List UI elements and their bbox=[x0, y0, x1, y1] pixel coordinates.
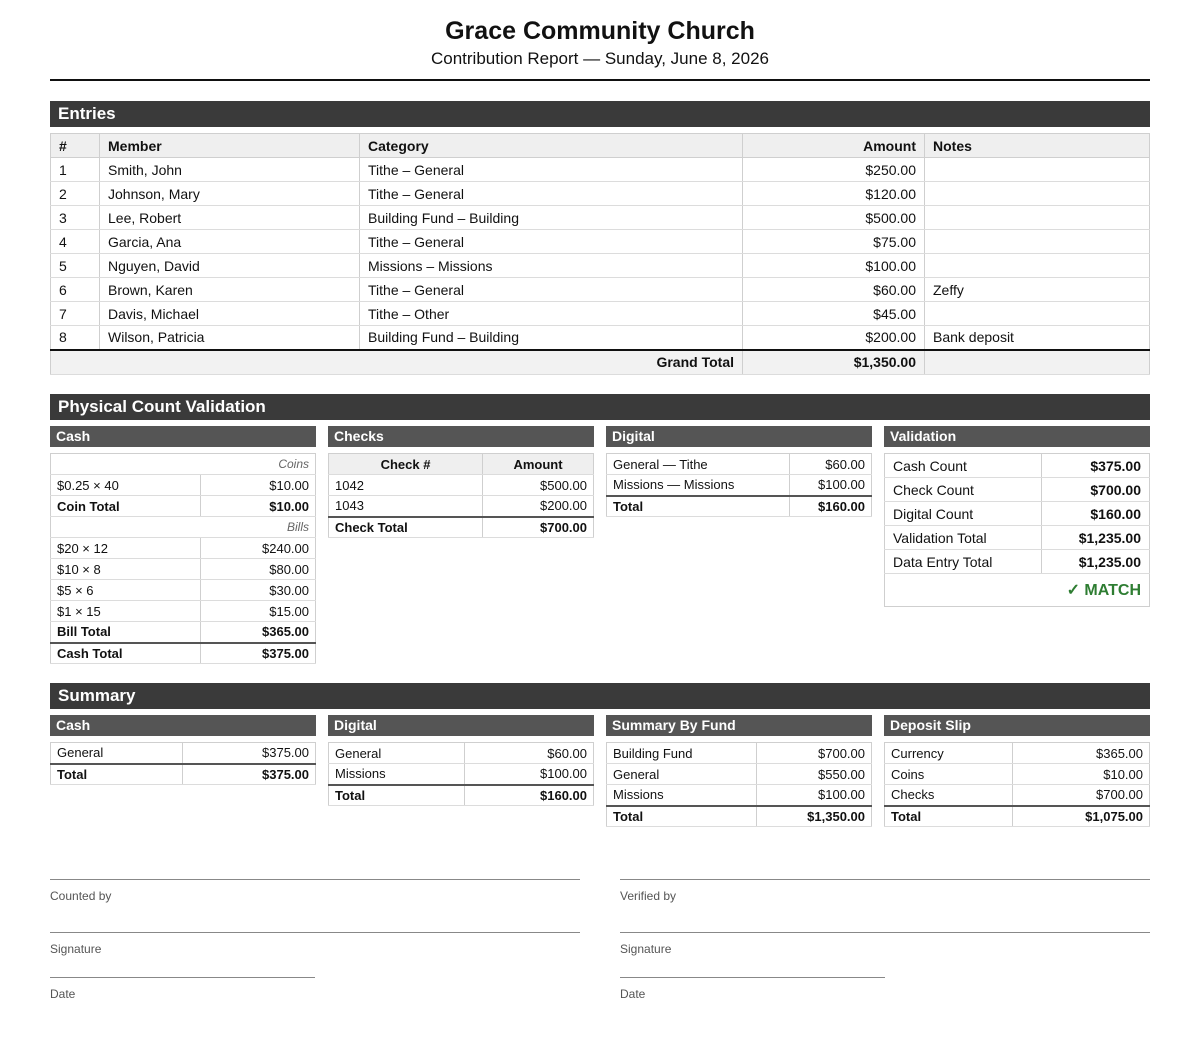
summary-section-title: Summary bbox=[50, 683, 1150, 709]
bill-total-label: Bill Total bbox=[51, 622, 201, 643]
entry-row bbox=[51, 254, 1150, 278]
col-check-amount: Amount bbox=[483, 454, 594, 475]
report-header bbox=[50, 0, 1150, 81]
summary-cash-row-total-label: Total bbox=[51, 764, 183, 785]
match-row bbox=[885, 574, 1150, 607]
checks-title: Checks bbox=[328, 426, 594, 447]
check-row-label: 1042 bbox=[329, 475, 483, 496]
entry-category: Missions – Missions bbox=[360, 254, 743, 278]
grand-total-row bbox=[51, 350, 1150, 375]
entry-amount: $60.00 bbox=[743, 278, 925, 302]
deposit-row-total-label: Total bbox=[885, 806, 1013, 827]
summary-digital-row-total-value: $160.00 bbox=[465, 785, 594, 806]
digital-row bbox=[607, 454, 872, 475]
entry-member: Garcia, Ana bbox=[100, 230, 360, 254]
col-check-number: Check # bbox=[329, 454, 483, 475]
summary-digital-panel bbox=[328, 715, 594, 827]
entry-notes bbox=[925, 302, 1150, 326]
summary-digital-table bbox=[328, 742, 594, 806]
checks-header-row bbox=[329, 454, 594, 475]
col-amount: Amount bbox=[743, 134, 925, 158]
entry-notes bbox=[925, 158, 1150, 182]
bill-row-label: $1 × 15 bbox=[51, 601, 201, 622]
cash-total-value: $375.00 bbox=[201, 643, 316, 664]
bill-row-value: $15.00 bbox=[201, 601, 316, 622]
grand-total-value: $1,350.00 bbox=[743, 350, 925, 375]
bill-row-value: $240.00 bbox=[201, 538, 316, 559]
validation-row-value: $375.00 bbox=[1042, 454, 1150, 478]
check-row bbox=[329, 496, 594, 517]
digital-row-label: Missions — Missions bbox=[607, 475, 790, 496]
entry-row bbox=[51, 326, 1150, 350]
entry-row bbox=[51, 182, 1150, 206]
validation-row bbox=[885, 478, 1150, 502]
col-number: # bbox=[51, 134, 100, 158]
entry-amount: $45.00 bbox=[743, 302, 925, 326]
entry-member: Nguyen, David bbox=[100, 254, 360, 278]
summary-by-fund-title: Summary By Fund bbox=[606, 715, 872, 736]
counted-by-block bbox=[50, 879, 580, 903]
digital-count-panel bbox=[606, 426, 872, 664]
check-row-value: $200.00 bbox=[483, 496, 594, 517]
entry-notes bbox=[925, 182, 1150, 206]
entries-section-title: Entries bbox=[50, 101, 1150, 127]
digital-row-value: $60.00 bbox=[790, 454, 872, 475]
fund-row-label: General bbox=[607, 764, 757, 785]
deposit-row-label: Coins bbox=[885, 764, 1013, 785]
coin-row bbox=[51, 475, 316, 496]
entry-amount: $120.00 bbox=[743, 182, 925, 206]
checks-panel bbox=[328, 426, 594, 664]
deposit-row-value: $700.00 bbox=[1013, 785, 1150, 806]
check-row-total-value: $700.00 bbox=[483, 517, 594, 538]
bill-row bbox=[51, 559, 316, 580]
entry-notes: Bank deposit bbox=[925, 326, 1150, 350]
verified-by-line[interactable] bbox=[620, 879, 1150, 880]
summary-digital-row bbox=[329, 764, 594, 785]
entry-category: Building Fund – Building bbox=[360, 326, 743, 350]
col-notes: Notes bbox=[925, 134, 1150, 158]
entry-row bbox=[51, 278, 1150, 302]
validation-panels bbox=[50, 426, 1150, 664]
summary-cash-row-total-value: $375.00 bbox=[183, 764, 316, 785]
entry-notes bbox=[925, 230, 1150, 254]
bill-total-row bbox=[51, 622, 316, 643]
cash-total-row bbox=[51, 643, 316, 664]
summary-cash-title: Cash bbox=[50, 715, 316, 736]
coin-total-row bbox=[51, 496, 316, 517]
validation-row-value: $1,235.00 bbox=[1042, 550, 1150, 574]
verified-signature-block bbox=[620, 932, 1150, 956]
coin-total-value: $10.00 bbox=[201, 496, 316, 517]
fund-row-total-value: $1,350.00 bbox=[757, 806, 872, 827]
coins-subheader-text: Coins bbox=[51, 454, 316, 475]
verified-signature-label: Signature bbox=[620, 942, 672, 956]
entries-header-row bbox=[51, 134, 1150, 158]
checks-table bbox=[328, 453, 594, 538]
entry-notes: Zeffy bbox=[925, 278, 1150, 302]
entries-table bbox=[50, 133, 1150, 375]
bills-subheader-text: Bills bbox=[51, 517, 316, 538]
validation-section-title: Physical Count Validation bbox=[50, 394, 1150, 420]
counted-date-label: Date bbox=[50, 987, 76, 1001]
verified-signature-line[interactable] bbox=[620, 932, 1150, 933]
entry-category: Tithe – General bbox=[360, 158, 743, 182]
summary-cash-row-label: General bbox=[51, 743, 183, 764]
entry-category: Tithe – General bbox=[360, 230, 743, 254]
deposit-row bbox=[885, 743, 1150, 764]
entry-amount: $75.00 bbox=[743, 230, 925, 254]
digital-count-title: Digital bbox=[606, 426, 872, 447]
bill-row bbox=[51, 601, 316, 622]
verified-by-label: Verified by bbox=[620, 889, 677, 903]
fund-row bbox=[607, 785, 872, 806]
counted-by-line[interactable] bbox=[50, 879, 580, 880]
deposit-row bbox=[885, 764, 1150, 785]
report-subtitle: Contribution Report — Sunday, June 8, 2026 bbox=[430, 49, 769, 68]
bill-row-label: $10 × 8 bbox=[51, 559, 201, 580]
verified-date-line[interactable] bbox=[620, 977, 885, 978]
deposit-row-label: Checks bbox=[885, 785, 1013, 806]
digital-row-total-label: Total bbox=[607, 496, 790, 517]
deposit-slip-table bbox=[884, 742, 1150, 827]
entry-member: Lee, Robert bbox=[100, 206, 360, 230]
validation-row bbox=[885, 550, 1150, 574]
summary-cash-row-total-row bbox=[51, 764, 316, 785]
validation-row-label: Check Count bbox=[885, 478, 1042, 502]
verified-date-label: Date bbox=[620, 987, 646, 1001]
entry-number: 7 bbox=[51, 302, 100, 326]
verified-by-block bbox=[620, 879, 1150, 903]
counted-signature-label: Signature bbox=[50, 942, 102, 956]
validation-row bbox=[885, 526, 1150, 550]
summary-cash-panel bbox=[50, 715, 316, 827]
cash-count-table bbox=[50, 453, 316, 664]
deposit-row-label: Currency bbox=[885, 743, 1013, 764]
fund-row-label: Building Fund bbox=[607, 743, 757, 764]
entry-amount: $250.00 bbox=[743, 158, 925, 182]
validation-row bbox=[885, 454, 1150, 478]
deposit-row-total-row bbox=[885, 806, 1150, 827]
check-row-total-row bbox=[329, 517, 594, 538]
summary-by-fund-table bbox=[606, 742, 872, 827]
cash-count-panel bbox=[50, 426, 316, 664]
fund-row bbox=[607, 764, 872, 785]
check-row-total-label: Check Total bbox=[329, 517, 483, 538]
entry-row bbox=[51, 230, 1150, 254]
grand-total-notes bbox=[925, 350, 1150, 375]
entry-number: 8 bbox=[51, 326, 100, 350]
church-name: Grace Community Church bbox=[445, 17, 755, 45]
validation-panel bbox=[884, 426, 1150, 664]
fund-row-total-label: Total bbox=[607, 806, 757, 827]
grand-total-label: Grand Total bbox=[51, 350, 743, 375]
col-category: Category bbox=[360, 134, 743, 158]
summary-by-fund-panel bbox=[606, 715, 872, 827]
coin-total-label: Coin Total bbox=[51, 496, 201, 517]
cash-count-title: Cash bbox=[50, 426, 316, 447]
summary-digital-row bbox=[329, 743, 594, 764]
entry-member: Johnson, Mary bbox=[100, 182, 360, 206]
check-row bbox=[329, 475, 594, 496]
entry-category: Tithe – General bbox=[360, 278, 743, 302]
summary-digital-row-total-label: Total bbox=[329, 785, 465, 806]
fund-row-label: Missions bbox=[607, 785, 757, 806]
entry-member: Wilson, Patricia bbox=[100, 326, 360, 350]
validation-title: Validation bbox=[884, 426, 1150, 447]
entry-category: Tithe – Other bbox=[360, 302, 743, 326]
entry-category: Tithe – General bbox=[360, 182, 743, 206]
summary-digital-row-total-row bbox=[329, 785, 594, 806]
deposit-row-value: $10.00 bbox=[1013, 764, 1150, 785]
summary-digital-row-value: $100.00 bbox=[465, 764, 594, 785]
entry-number: 1 bbox=[51, 158, 100, 182]
validation-row-label: Digital Count bbox=[885, 502, 1042, 526]
summary-digital-row-label: General bbox=[329, 743, 465, 764]
entry-amount: $100.00 bbox=[743, 254, 925, 278]
digital-count-table bbox=[606, 453, 872, 517]
bill-row-value: $30.00 bbox=[201, 580, 316, 601]
entry-member: Davis, Michael bbox=[100, 302, 360, 326]
fund-row bbox=[607, 743, 872, 764]
entry-notes bbox=[925, 254, 1150, 278]
summary-digital-row-value: $60.00 bbox=[465, 743, 594, 764]
entry-number: 4 bbox=[51, 230, 100, 254]
summary-digital-row-label: Missions bbox=[329, 764, 465, 785]
bill-total-value: $365.00 bbox=[201, 622, 316, 643]
entry-amount: $500.00 bbox=[743, 206, 925, 230]
fund-row-value: $100.00 bbox=[757, 785, 872, 806]
bills-subheader bbox=[51, 517, 316, 538]
fund-row-total-row bbox=[607, 806, 872, 827]
entry-row bbox=[51, 302, 1150, 326]
bill-row-label: $20 × 12 bbox=[51, 538, 201, 559]
entry-number: 6 bbox=[51, 278, 100, 302]
deposit-row-value: $365.00 bbox=[1013, 743, 1150, 764]
summary-cash-table bbox=[50, 742, 316, 785]
digital-row-total-value: $160.00 bbox=[790, 496, 872, 517]
deposit-slip-panel bbox=[884, 715, 1150, 827]
digital-row-value: $100.00 bbox=[790, 475, 872, 496]
entry-number: 5 bbox=[51, 254, 100, 278]
counted-by-label: Counted by bbox=[50, 889, 112, 903]
deposit-slip-title: Deposit Slip bbox=[884, 715, 1150, 736]
fund-row-value: $700.00 bbox=[757, 743, 872, 764]
entry-row bbox=[51, 206, 1150, 230]
bill-row-value: $80.00 bbox=[201, 559, 316, 580]
entry-number: 2 bbox=[51, 182, 100, 206]
summary-cash-row bbox=[51, 743, 316, 764]
deposit-row bbox=[885, 785, 1150, 806]
check-row-label: 1043 bbox=[329, 496, 483, 517]
validation-row-label: Validation Total bbox=[885, 526, 1042, 550]
entry-number: 3 bbox=[51, 206, 100, 230]
coin-row-value: $10.00 bbox=[201, 475, 316, 496]
entry-row bbox=[51, 158, 1150, 182]
verified-date-block bbox=[620, 977, 885, 1001]
fund-row-value: $550.00 bbox=[757, 764, 872, 785]
digital-row-label: General — Tithe bbox=[607, 454, 790, 475]
entry-notes bbox=[925, 206, 1150, 230]
validation-row-value: $700.00 bbox=[1042, 478, 1150, 502]
counted-signature-block bbox=[50, 932, 580, 956]
col-member: Member bbox=[100, 134, 360, 158]
validation-row-value: $160.00 bbox=[1042, 502, 1150, 526]
counted-date-line[interactable] bbox=[50, 977, 315, 978]
validation-table bbox=[884, 453, 1150, 607]
coin-row-label: $0.25 × 40 bbox=[51, 475, 201, 496]
bill-row bbox=[51, 538, 316, 559]
deposit-row-total-value: $1,075.00 bbox=[1013, 806, 1150, 827]
summary-panels bbox=[50, 715, 1150, 827]
summary-cash-row-value: $375.00 bbox=[183, 743, 316, 764]
digital-row-total-row bbox=[607, 496, 872, 517]
bill-row-label: $5 × 6 bbox=[51, 580, 201, 601]
entry-amount: $200.00 bbox=[743, 326, 925, 350]
entry-member: Smith, John bbox=[100, 158, 360, 182]
entry-category: Building Fund – Building bbox=[360, 206, 743, 230]
validation-row bbox=[885, 502, 1150, 526]
cash-total-label: Cash Total bbox=[51, 643, 201, 664]
validation-row-label: Cash Count bbox=[885, 454, 1042, 478]
summary-digital-title: Digital bbox=[328, 715, 594, 736]
validation-row-label: Data Entry Total bbox=[885, 550, 1042, 574]
bill-row bbox=[51, 580, 316, 601]
validation-row-value: $1,235.00 bbox=[1042, 526, 1150, 550]
check-row-value: $500.00 bbox=[483, 475, 594, 496]
entry-member: Brown, Karen bbox=[100, 278, 360, 302]
match-status: ✓ MATCH bbox=[1066, 582, 1141, 599]
counted-date-block bbox=[50, 977, 315, 1001]
digital-row bbox=[607, 475, 872, 496]
coins-subheader bbox=[51, 454, 316, 475]
counted-signature-line[interactable] bbox=[50, 932, 580, 933]
